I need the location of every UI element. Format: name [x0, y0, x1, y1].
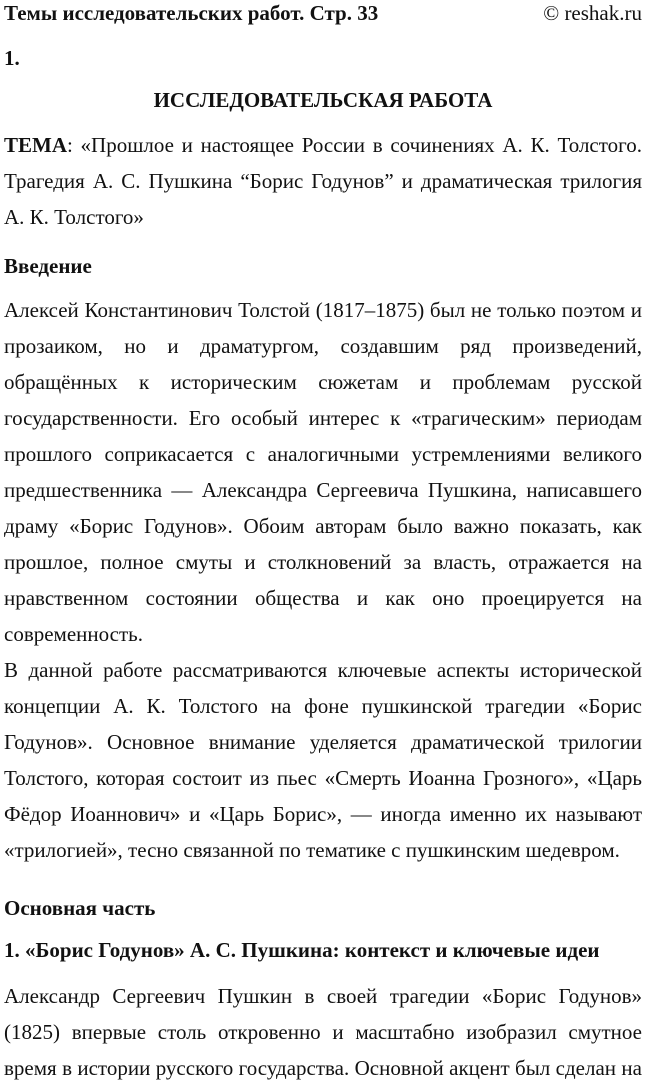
- text-line: современность.: [4, 622, 143, 646]
- topic-line: А. К. Толстого»: [4, 205, 144, 229]
- text-line: драму «Борис Годунов». Обоим авторам было важно показать, как: [4, 514, 642, 538]
- text-line: концепции А. К. Толстого на фоне пушкинской трагедии «Борис: [4, 694, 642, 718]
- site-label: © reshak.ru: [543, 1, 642, 25]
- topic-line: : «Прошлое и настоящее России в сочинениях А. К. Толстого.: [67, 133, 642, 157]
- doc-title: ИССЛЕДОВАТЕЛЬСКАЯ РАБОТА: [153, 88, 493, 112]
- text-line: нравственном состоянии общества и как оно проецируется на: [4, 586, 642, 610]
- topic: [4, 127, 642, 235]
- text-line: прозаиком, но и драматургом, создавшим ряд произведений,: [4, 334, 642, 358]
- task-number: 1.: [4, 46, 20, 70]
- text-line: Александр Сергеевич Пушкин в своей трагедии «Борис Годунов»: [4, 984, 642, 1008]
- text-line: «трилогией», тесно связанной по тематике с пушкинским шедевром.: [4, 838, 620, 862]
- text-line: предшественника — Александра Сергеевича Пушкина, написавшего: [4, 478, 642, 502]
- text-line: Годунов». Основное внимание уделяется драматической трилогии: [4, 730, 642, 754]
- text-line: время в истории русского государства. Основной акцент был сделан на: [4, 1056, 642, 1080]
- header-title: Темы исследовательских работ. Стр. 33: [4, 1, 379, 25]
- text-line: прошлое, полное смуты и столкновений за власть, отражается на: [4, 550, 642, 574]
- page-header: [4, 0, 642, 26]
- text-line: Алексей Константинович Толстой (1817–1875) был не только поэтом и: [4, 298, 642, 322]
- intro-paragraph-2: [4, 652, 642, 868]
- text-line: государственности. Его особый интерес к «трагическим» периодам: [4, 406, 642, 430]
- main-heading: Основная часть: [4, 896, 156, 920]
- intro-heading: Введение: [4, 254, 92, 278]
- text-line: Толстого, которая состоит из пьес «Смерть Иоанна Грозного», «Царь: [4, 766, 642, 790]
- topic-label: ТЕМА: [4, 133, 67, 157]
- section-subheading: 1. «Борис Годунов» А. С. Пушкина: контекст и ключевые идеи: [4, 938, 600, 962]
- text-line: обращённых к историческим сюжетам и проблемам русской: [4, 370, 642, 394]
- text-line: прошлого соприкасается с аналогичными устремлениями великого: [4, 442, 642, 466]
- text-line: (1825) впервые столь откровенно и масштабно изобразил смутное: [4, 1020, 642, 1044]
- main-paragraph-1: [4, 978, 642, 1081]
- text-line: Фёдор Иоаннович» и «Царь Борис», — иногда именно их называют: [4, 802, 642, 826]
- text-line: В данной работе рассматриваются ключевые аспекты исторической: [4, 658, 642, 682]
- intro-paragraph-1: [4, 292, 642, 652]
- topic-line: Трагедия А. С. Пушкина “Борис Годунов” и драматическая трилогия: [4, 169, 642, 193]
